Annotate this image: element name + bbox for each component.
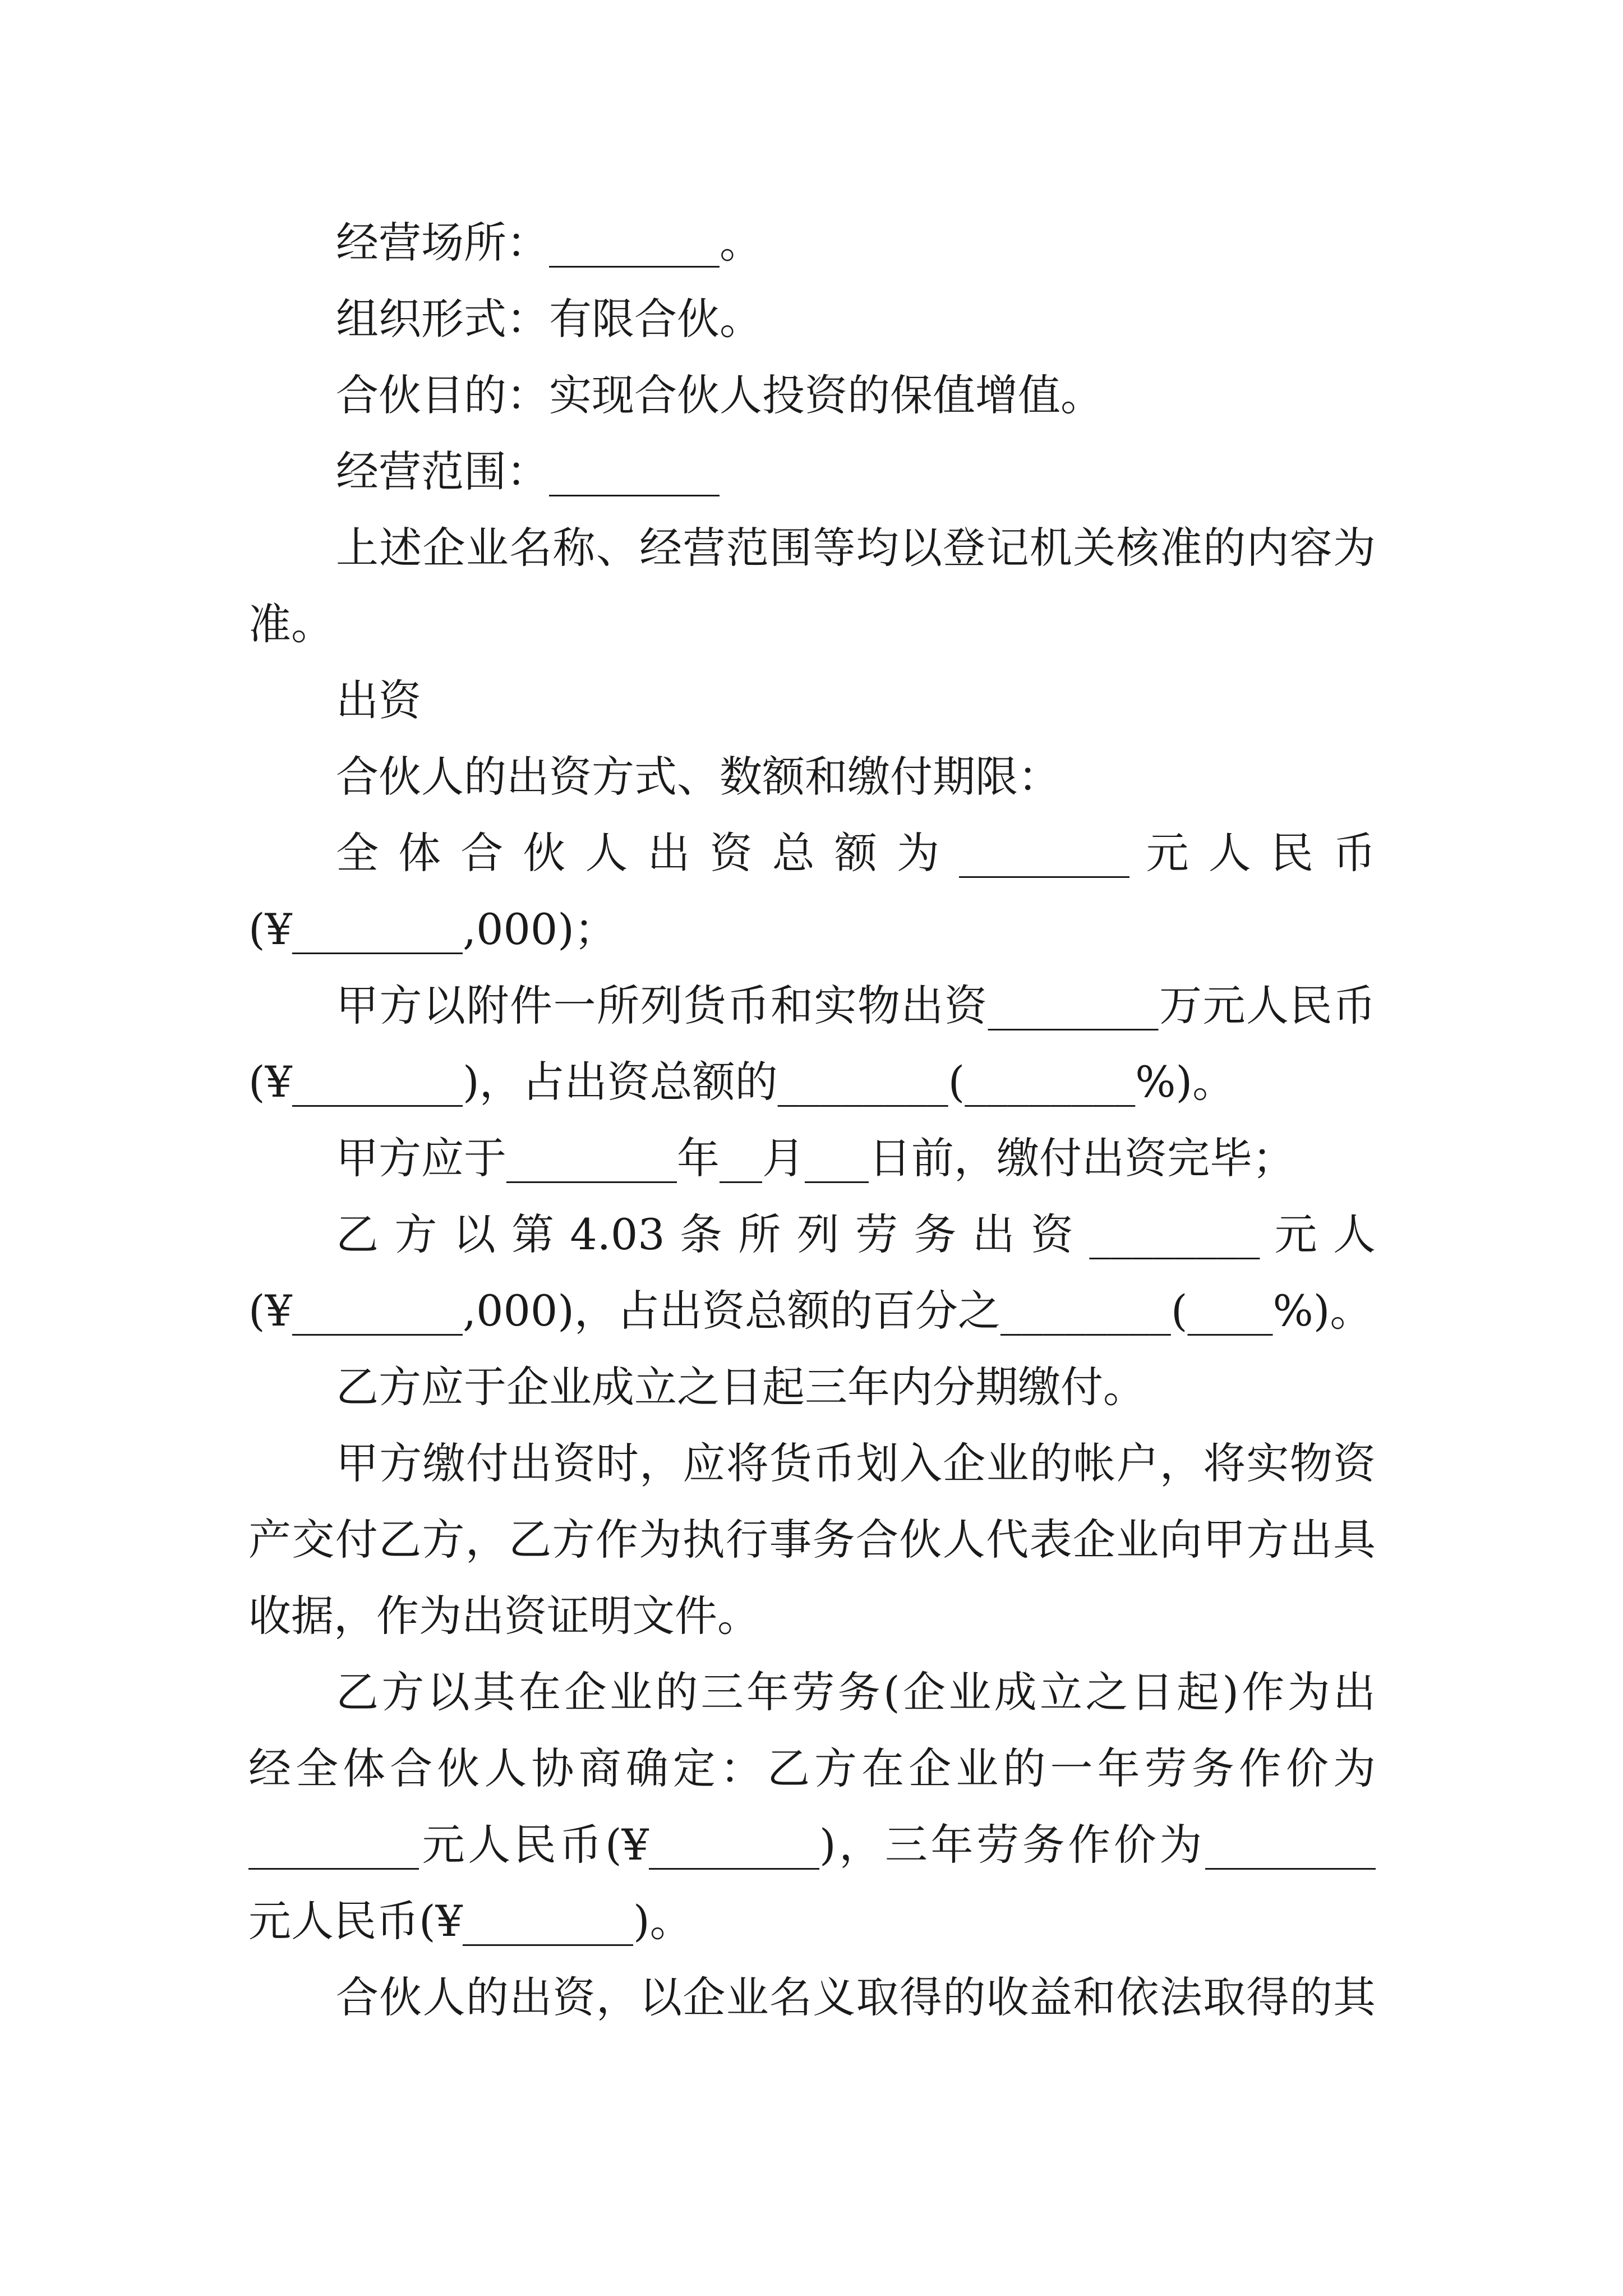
text-line-payment-method-cont: 产交付乙方，乙方作为执行事务合伙人代表企业向甲方出具 [248, 1515, 1376, 1565]
text-line-registration-note-end: 准。 [248, 599, 334, 649]
text-line-party-a-contribution: 甲方以附件一所列货币和实物出资________万元人民币 [336, 981, 1376, 1030]
text-line-payment-method-end: 收据，作为出资证明文件。 [248, 1591, 760, 1641]
text-line-total-capital-amount: (¥________,000)； [248, 904, 617, 954]
text-line-total-capital: 全 体 合 伙 人 出 资 总 额 为 ________ 元 人 民 币 [336, 828, 1376, 878]
text-line-labor-contribution: 乙方以其在企业的三年劳务(企业成立之日起)作为出 [336, 1667, 1376, 1717]
text-line-labor-amounts: ________元人民币(¥________)，三年劳务作价为________ [248, 1820, 1376, 1870]
text-line-business-scope: 经营范围：________ [336, 447, 720, 496]
text-line-capital-terms: 合伙人的出资方式、数额和缴付期限： [336, 752, 1061, 802]
text-line-labor-total: 元人民币(¥________)。 [248, 1896, 693, 1946]
section-heading-capital: 出资 [336, 675, 421, 725]
text-line-labor-valuation: 经全体合伙人协商确定：乙方在企业的一年劳务作价为 [248, 1743, 1376, 1793]
text-line-organization-form: 组织形式：有限合伙。 [336, 294, 762, 344]
text-line-party-b-share: (¥________,000)，占出资总额的百分之________(____%)。 [248, 1286, 1373, 1336]
text-line-partner-assets: 合伙人的出资，以企业名义取得的收益和依法取得的其 [336, 1972, 1376, 2022]
text-line-payment-method: 甲方缴付出资时，应将货币划入企业的帐户，将实物资 [336, 1438, 1376, 1488]
text-line-party-a-deadline: 甲方应于________年__月___日前，缴付出资完毕； [336, 1133, 1295, 1183]
text-line-registration-note: 上述企业名称、经营范围等均以登记机关核准的内容为 [336, 523, 1376, 573]
text-line-business-premises: 经营场所：________。 [336, 218, 762, 268]
text-line-party-a-share: (¥________)，占出资总额的________(________%)。 [248, 1057, 1235, 1107]
text-line-partnership-purpose: 合伙目的：实现合伙人投资的保值增值。 [336, 370, 1103, 420]
text-line-party-b-contribution: 乙 方 以 第 4.03 条 所 列 劳 务 出 资 ________ 元 人 [336, 1209, 1376, 1259]
text-line-party-b-payment: 乙方应于企业成立之日起三年内分期缴付。 [336, 1362, 1146, 1412]
